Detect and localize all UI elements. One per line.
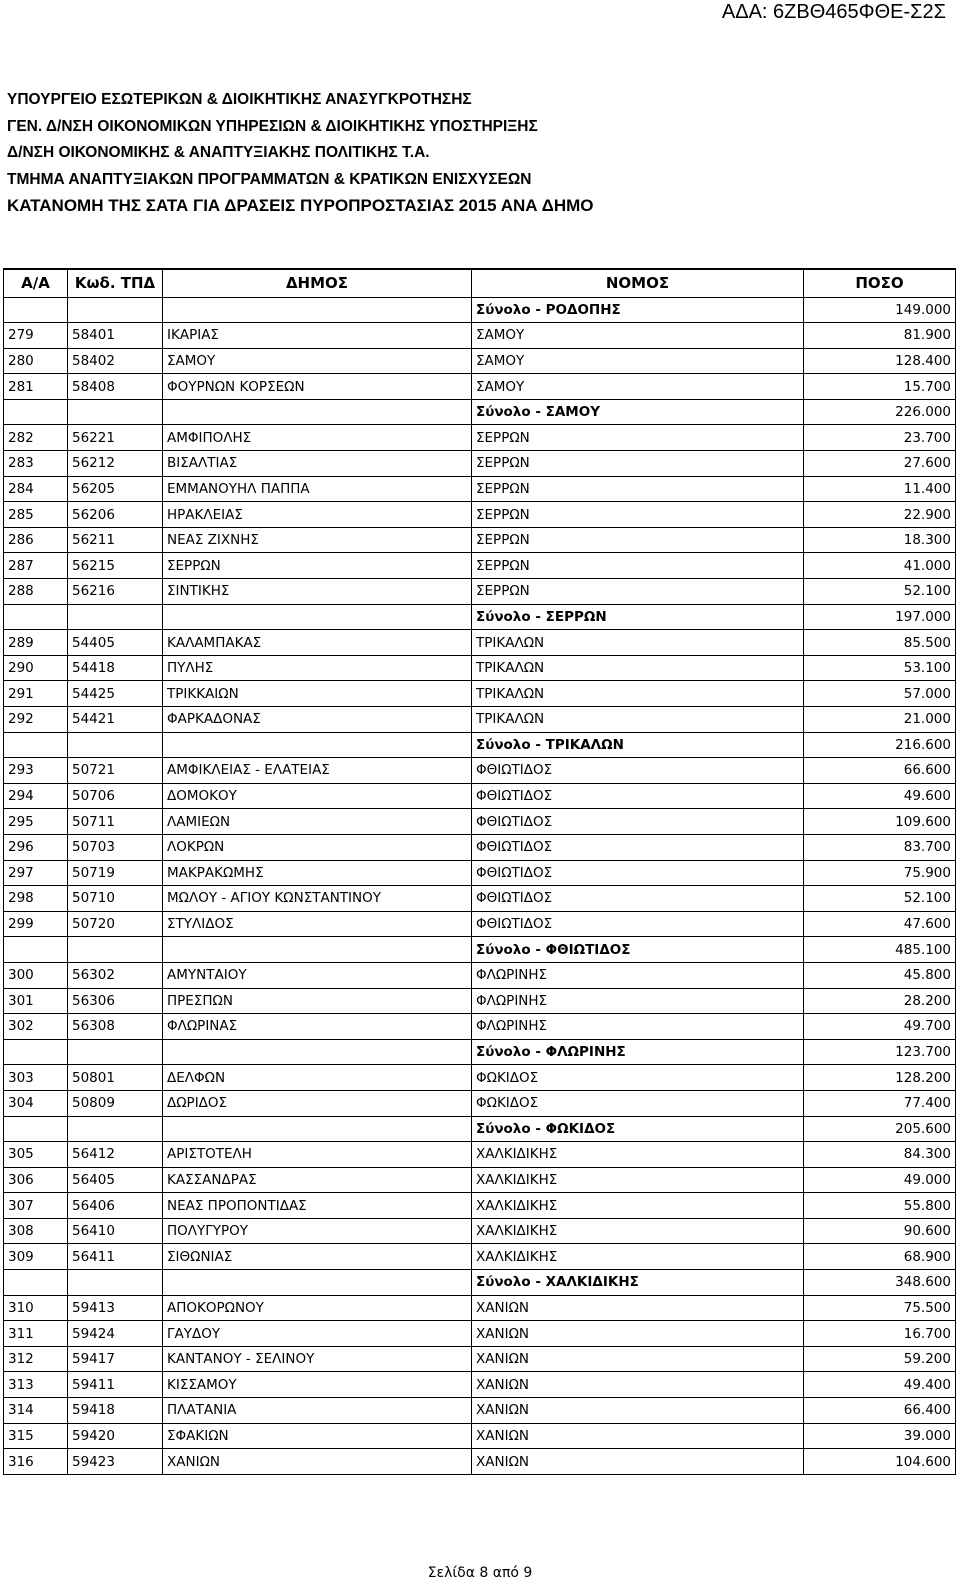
cell-prefecture: ΦΩΚΙΔΟΣ (472, 1065, 804, 1091)
table-row (4, 886, 956, 912)
cell-prefecture: ΣΕΡΡΩΝ (472, 476, 804, 502)
table-row (4, 451, 956, 477)
cell-municipality: ΗΡΑΚΛΕΙΑΣ (163, 502, 472, 528)
cell-amount: 485.100 (804, 937, 956, 963)
cell-amount: 47.600 (804, 911, 956, 937)
cell-prefecture: ΣΕΡΡΩΝ (472, 527, 804, 553)
cell-code: 50809 (68, 1090, 163, 1116)
cell-aa: 314 (4, 1398, 68, 1424)
cell-municipality: ΝΕΑΣ ΠΡΟΠΟΝΤΙΔΑΣ (163, 1193, 472, 1219)
cell-aa: 287 (4, 553, 68, 579)
cell-code: 59420 (68, 1423, 163, 1449)
cell-code: 56412 (68, 1142, 163, 1168)
cell-code: 50711 (68, 809, 163, 835)
table-row (4, 425, 956, 451)
cell-aa: 291 (4, 681, 68, 707)
cell-prefecture: ΦΘΙΩΤΙΔΟΣ (472, 758, 804, 784)
cell-municipality: ΠΥΛΗΣ (163, 655, 472, 681)
table-row (4, 911, 956, 937)
cell-amount: 39.000 (804, 1423, 956, 1449)
cell-code (68, 1039, 163, 1065)
cell-municipality: ΔΟΜΟΚΟΥ (163, 783, 472, 809)
cell-code: 58401 (68, 323, 163, 349)
cell-code: 56410 (68, 1218, 163, 1244)
cell-amount: 149.000 (804, 297, 956, 323)
cell-amount: 52.100 (804, 579, 956, 605)
cell-aa: 286 (4, 527, 68, 553)
cell-aa: 306 (4, 1167, 68, 1193)
cell-municipality (163, 604, 472, 630)
cell-amount: 109.600 (804, 809, 956, 835)
cell-municipality: ΓΑΥΔΟΥ (163, 1321, 472, 1347)
column-header-prefecture: ΝΟΜΟΣ (472, 269, 804, 297)
cell-municipality: ΛΟΚΡΩΝ (163, 834, 472, 860)
cell-code: 56211 (68, 527, 163, 553)
cell-amount: 66.400 (804, 1398, 956, 1424)
cell-aa: 302 (4, 1014, 68, 1040)
cell-municipality: ΑΠΟΚΟΡΩΝΟΥ (163, 1295, 472, 1321)
cell-aa: 305 (4, 1142, 68, 1168)
cell-prefecture: ΦΩΚΙΔΟΣ (472, 1090, 804, 1116)
cell-prefecture: ΣΑΜΟΥ (472, 374, 804, 400)
cell-aa: 282 (4, 425, 68, 451)
table-row (4, 988, 956, 1014)
table-row (4, 1167, 956, 1193)
cell-amount: 81.900 (804, 323, 956, 349)
subtotal-row (4, 732, 956, 758)
cell-aa (4, 399, 68, 425)
cell-code: 59417 (68, 1346, 163, 1372)
subtotal-label: Σύνολο - ΧΑΛΚΙΔΙΚΗΣ (472, 1270, 804, 1296)
cell-municipality: ΣΙΘΩΝΙΑΣ (163, 1244, 472, 1270)
table-row (4, 630, 956, 656)
table-row (4, 1090, 956, 1116)
table-row (4, 502, 956, 528)
cell-code: 56215 (68, 553, 163, 579)
cell-prefecture: ΧΑΝΙΩΝ (472, 1372, 804, 1398)
cell-prefecture: ΧΑΝΙΩΝ (472, 1423, 804, 1449)
cell-amount: 348.600 (804, 1270, 956, 1296)
table-row (4, 579, 956, 605)
cell-municipality: ΦΑΡΚΑΔΟΝΑΣ (163, 707, 472, 733)
cell-code: 50703 (68, 834, 163, 860)
header-general-directorate: ΓΕΝ. Δ/ΝΣΗ ΟΙΚΟΝΟΜΙΚΩΝ ΥΠΗΡΕΣΙΩΝ & ΔΙΟΙΚΗΤΙΚΗΣ ΥΠΟΣΤΗΡΙΞΗΣ (7, 117, 538, 135)
table-row (4, 707, 956, 733)
cell-aa: 292 (4, 707, 68, 733)
cell-amount: 66.600 (804, 758, 956, 784)
cell-amount: 18.300 (804, 527, 956, 553)
cell-aa: 289 (4, 630, 68, 656)
cell-amount: 128.400 (804, 348, 956, 374)
cell-amount: 83.700 (804, 834, 956, 860)
cell-code (68, 1270, 163, 1296)
cell-amount: 85.500 (804, 630, 956, 656)
subtotal-row (4, 1270, 956, 1296)
table-row (4, 1142, 956, 1168)
table-row (4, 758, 956, 784)
header-directorate: Δ/ΝΣΗ ΟΙΚΟΝΟΜΙΚΗΣ & ΑΝΑΠΤΥΞΙΑΚΗΣ ΠΟΛΙΤΙΚΗΣ Τ.Α. (7, 144, 430, 161)
cell-amount: 77.400 (804, 1090, 956, 1116)
cell-municipality: ΑΜΦΙΠΟΛΗΣ (163, 425, 472, 451)
subtotal-label: Σύνολο - ΦΘΙΩΤΙΔΟΣ (472, 937, 804, 963)
cell-amount: 104.600 (804, 1449, 956, 1475)
cell-amount: 205.600 (804, 1116, 956, 1142)
cell-prefecture: ΧΑΛΚΙΔΙΚΗΣ (472, 1193, 804, 1219)
cell-code (68, 297, 163, 323)
cell-amount: 22.900 (804, 502, 956, 528)
cell-amount: 21.000 (804, 707, 956, 733)
cell-aa (4, 604, 68, 630)
cell-code: 59413 (68, 1295, 163, 1321)
cell-municipality: ΜΩΛΟΥ - ΑΓΙΟΥ ΚΩΝΣΤΑΝΤΙΝΟΥ (163, 886, 472, 912)
cell-code: 50801 (68, 1065, 163, 1091)
cell-prefecture: ΦΛΩΡΙΝΗΣ (472, 962, 804, 988)
cell-aa: 309 (4, 1244, 68, 1270)
subtotal-row (4, 399, 956, 425)
cell-municipality (163, 297, 472, 323)
cell-amount: 23.700 (804, 425, 956, 451)
cell-municipality: ΝΕΑΣ ΖΙΧΝΗΣ (163, 527, 472, 553)
cell-code: 50721 (68, 758, 163, 784)
cell-aa: 316 (4, 1449, 68, 1475)
table-row (4, 1423, 956, 1449)
cell-prefecture: ΦΛΩΡΙΝΗΣ (472, 988, 804, 1014)
subtotal-label: Σύνολο - ΣΕΡΡΩΝ (472, 604, 804, 630)
cell-code: 59423 (68, 1449, 163, 1475)
cell-aa: 307 (4, 1193, 68, 1219)
cell-code: 50706 (68, 783, 163, 809)
cell-aa: 312 (4, 1346, 68, 1372)
header-department: ΤΜΗΜΑ ΑΝΑΠΤΥΞΙΑΚΩΝ ΠΡΟΓΡΑΜΜΑΤΩΝ & ΚΡΑΤΙΚΩΝ ΕΝΙΣΧΥΣΕΩΝ (7, 170, 532, 188)
cell-aa: 285 (4, 502, 68, 528)
cell-aa: 294 (4, 783, 68, 809)
cell-code: 56406 (68, 1193, 163, 1219)
cell-code (68, 604, 163, 630)
cell-prefecture: ΤΡΙΚΑΛΩΝ (472, 707, 804, 733)
cell-prefecture: ΣΑΜΟΥ (472, 323, 804, 349)
table-row (4, 476, 956, 502)
cell-amount: 128.200 (804, 1065, 956, 1091)
allocation-table (3, 268, 956, 1475)
table-row (4, 1065, 956, 1091)
table-row (4, 553, 956, 579)
cell-amount: 57.000 (804, 681, 956, 707)
cell-code: 50719 (68, 860, 163, 886)
table-row (4, 1244, 956, 1270)
cell-amount: 216.600 (804, 732, 956, 758)
table-row (4, 323, 956, 349)
cell-municipality: ΑΜΦΙΚΛΕΙΑΣ - ΕΛΑΤΕΙΑΣ (163, 758, 472, 784)
cell-aa (4, 1039, 68, 1065)
cell-code: 56302 (68, 962, 163, 988)
cell-prefecture: ΣΕΡΡΩΝ (472, 502, 804, 528)
cell-aa (4, 937, 68, 963)
cell-municipality: ΔΩΡΙΔΟΣ (163, 1090, 472, 1116)
subtotal-label: Σύνολο - ΤΡΙΚΑΛΩΝ (472, 732, 804, 758)
cell-municipality: ΣΑΜΟΥ (163, 348, 472, 374)
cell-prefecture: ΧΑΛΚΙΔΙΚΗΣ (472, 1142, 804, 1168)
cell-code (68, 937, 163, 963)
cell-amount: 49.600 (804, 783, 956, 809)
cell-prefecture: ΤΡΙΚΑΛΩΝ (472, 681, 804, 707)
document-title: ΚΑΤΑΝΟΜΗ ΤΗΣ ΣΑΤΑ ΓΙΑ ΔΡΑΣΕΙΣ ΠΥΡΟΠΡΟΣΤΑΣΙΑΣ 2015 ΑΝΑ ΔΗΜΟ (7, 196, 594, 215)
cell-municipality (163, 937, 472, 963)
cell-municipality: ΚΑΝΤΑΝΟΥ - ΣΕΛΙΝΟΥ (163, 1346, 472, 1372)
cell-municipality: ΑΡΙΣΤΟΤΕΛΗ (163, 1142, 472, 1168)
cell-amount: 90.600 (804, 1218, 956, 1244)
table-row (4, 1372, 956, 1398)
cell-aa: 279 (4, 323, 68, 349)
cell-aa: 284 (4, 476, 68, 502)
table-row (4, 783, 956, 809)
cell-municipality: ΣΦΑΚΙΩΝ (163, 1423, 472, 1449)
cell-prefecture: ΦΘΙΩΤΙΔΟΣ (472, 809, 804, 835)
cell-prefecture: ΦΛΩΡΙΝΗΣ (472, 1014, 804, 1040)
cell-aa: 304 (4, 1090, 68, 1116)
cell-prefecture: ΦΘΙΩΤΙΔΟΣ (472, 860, 804, 886)
table-row (4, 1321, 956, 1347)
cell-municipality: ΠΛΑΤΑΝΙΑ (163, 1398, 472, 1424)
cell-prefecture: ΧΑΝΙΩΝ (472, 1449, 804, 1475)
cell-prefecture: ΦΘΙΩΤΙΔΟΣ (472, 911, 804, 937)
cell-prefecture: ΣΕΡΡΩΝ (472, 579, 804, 605)
cell-amount: 59.200 (804, 1346, 956, 1372)
cell-aa (4, 1270, 68, 1296)
cell-code: 59424 (68, 1321, 163, 1347)
cell-municipality: ΣΤΥΛΙΔΟΣ (163, 911, 472, 937)
cell-municipality (163, 732, 472, 758)
table-row (4, 1218, 956, 1244)
table-row (4, 348, 956, 374)
cell-municipality: ΚΑΣΣΑΝΔΡΑΣ (163, 1167, 472, 1193)
cell-aa: 308 (4, 1218, 68, 1244)
cell-municipality: ΜΑΚΡΑΚΩΜΗΣ (163, 860, 472, 886)
cell-prefecture: ΣΕΡΡΩΝ (472, 553, 804, 579)
cell-amount: 41.000 (804, 553, 956, 579)
cell-aa (4, 297, 68, 323)
cell-prefecture: ΧΑΝΙΩΝ (472, 1295, 804, 1321)
cell-aa: 296 (4, 834, 68, 860)
cell-aa: 310 (4, 1295, 68, 1321)
cell-prefecture: ΤΡΙΚΑΛΩΝ (472, 630, 804, 656)
cell-amount: 49.700 (804, 1014, 956, 1040)
cell-municipality: ΚΑΛΑΜΠΑΚΑΣ (163, 630, 472, 656)
page-number: Σελίδα 8 από 9 (427, 1565, 533, 1581)
cell-municipality: ΕΜΜΑΝΟΥΗΛ ΠΑΠΠΑ (163, 476, 472, 502)
cell-amount: 226.000 (804, 399, 956, 425)
subtotal-row (4, 937, 956, 963)
cell-aa: 301 (4, 988, 68, 1014)
cell-code: 54418 (68, 655, 163, 681)
table-row (4, 655, 956, 681)
table-row (4, 374, 956, 400)
cell-code (68, 732, 163, 758)
cell-aa (4, 732, 68, 758)
cell-code: 58408 (68, 374, 163, 400)
cell-aa: 311 (4, 1321, 68, 1347)
cell-prefecture: ΧΑΝΙΩΝ (472, 1346, 804, 1372)
cell-prefecture: ΦΘΙΩΤΙΔΟΣ (472, 783, 804, 809)
cell-municipality (163, 1039, 472, 1065)
cell-code: 56221 (68, 425, 163, 451)
cell-amount: 84.300 (804, 1142, 956, 1168)
cell-amount: 49.000 (804, 1167, 956, 1193)
cell-aa: 299 (4, 911, 68, 937)
cell-aa: 288 (4, 579, 68, 605)
table-header-row (4, 269, 956, 297)
cell-amount: 49.400 (804, 1372, 956, 1398)
header-ministry: ΥΠΟΥΡΓΕΙΟ ΕΣΩΤΕΡΙΚΩΝ & ΔΙΟΙΚΗΤΙΚΗΣ ΑΝΑΣΥΓΚΡΟΤΗΣΗΣ (7, 91, 472, 108)
cell-prefecture: ΧΑΝΙΩΝ (472, 1321, 804, 1347)
cell-amount: 15.700 (804, 374, 956, 400)
cell-municipality: ΦΟΥΡΝΩΝ ΚΟΡΣΕΩΝ (163, 374, 472, 400)
cell-amount: 68.900 (804, 1244, 956, 1270)
subtotal-label: Σύνολο - ΣΑΜΟΥ (472, 399, 804, 425)
subtotal-label: Σύνολο - ΦΩΚΙΔΟΣ (472, 1116, 804, 1142)
cell-prefecture: ΦΘΙΩΤΙΔΟΣ (472, 834, 804, 860)
column-header-code: Κωδ. ΤΠΔ (68, 269, 163, 297)
subtotal-label: Σύνολο - ΦΛΩΡΙΝΗΣ (472, 1039, 804, 1065)
cell-aa: 303 (4, 1065, 68, 1091)
cell-amount: 52.100 (804, 886, 956, 912)
cell-code: 50710 (68, 886, 163, 912)
cell-aa: 281 (4, 374, 68, 400)
cell-code: 56306 (68, 988, 163, 1014)
cell-prefecture: ΧΑΛΚΙΔΙΚΗΣ (472, 1244, 804, 1270)
cell-amount: 75.900 (804, 860, 956, 886)
cell-amount: 55.800 (804, 1193, 956, 1219)
cell-prefecture: ΣΕΡΡΩΝ (472, 425, 804, 451)
cell-municipality: ΑΜΥΝΤΑΙΟΥ (163, 962, 472, 988)
cell-aa: 283 (4, 451, 68, 477)
cell-municipality: ΣΙΝΤΙΚΗΣ (163, 579, 472, 605)
cell-aa: 313 (4, 1372, 68, 1398)
ada-code: ΑΔΑ: 6ΖΒΘ465ΦΘΕ-Σ2Σ (721, 1, 946, 23)
cell-amount: 123.700 (804, 1039, 956, 1065)
cell-amount: 75.500 (804, 1295, 956, 1321)
cell-code: 54425 (68, 681, 163, 707)
table-row (4, 527, 956, 553)
column-header-municipality: ΔΗΜΟΣ (163, 269, 472, 297)
subtotal-row (4, 297, 956, 323)
cell-aa: 293 (4, 758, 68, 784)
table-row (4, 834, 956, 860)
cell-municipality (163, 1270, 472, 1296)
cell-code: 50720 (68, 911, 163, 937)
cell-aa: 300 (4, 962, 68, 988)
column-header-amount: ΠΟΣΟ (804, 269, 956, 297)
cell-municipality: ΙΚΑΡΙΑΣ (163, 323, 472, 349)
cell-municipality: ΠΟΛΥΓΥΡΟΥ (163, 1218, 472, 1244)
cell-aa: 290 (4, 655, 68, 681)
table-row (4, 1295, 956, 1321)
cell-code: 56205 (68, 476, 163, 502)
cell-municipality: ΧΑΝΙΩΝ (163, 1449, 472, 1475)
cell-municipality: ΣΕΡΡΩΝ (163, 553, 472, 579)
cell-amount: 28.200 (804, 988, 956, 1014)
document-header (7, 87, 594, 220)
subtotal-row (4, 1039, 956, 1065)
cell-prefecture: ΧΑΛΚΙΔΙΚΗΣ (472, 1218, 804, 1244)
cell-code: 54421 (68, 707, 163, 733)
table-body (4, 297, 956, 1474)
cell-aa (4, 1116, 68, 1142)
cell-municipality: ΤΡΙΚΚΑΙΩΝ (163, 681, 472, 707)
subtotal-row (4, 1116, 956, 1142)
table-row (4, 1449, 956, 1475)
table-row (4, 860, 956, 886)
cell-prefecture: ΧΑΛΚΙΔΙΚΗΣ (472, 1167, 804, 1193)
cell-municipality: ΔΕΛΦΩΝ (163, 1065, 472, 1091)
cell-amount: 45.800 (804, 962, 956, 988)
cell-prefecture: ΣΑΜΟΥ (472, 348, 804, 374)
cell-amount: 53.100 (804, 655, 956, 681)
cell-prefecture: ΤΡΙΚΑΛΩΝ (472, 655, 804, 681)
column-header-aa: Α/Α (4, 269, 68, 297)
cell-code: 56411 (68, 1244, 163, 1270)
cell-municipality (163, 399, 472, 425)
subtotal-row (4, 604, 956, 630)
cell-aa: 298 (4, 886, 68, 912)
cell-code: 56405 (68, 1167, 163, 1193)
table-row (4, 681, 956, 707)
cell-code: 59411 (68, 1372, 163, 1398)
cell-code: 56308 (68, 1014, 163, 1040)
table-row (4, 1014, 956, 1040)
cell-amount: 16.700 (804, 1321, 956, 1347)
cell-code: 56206 (68, 502, 163, 528)
cell-code (68, 399, 163, 425)
subtotal-label: Σύνολο - ΡΟΔΟΠΗΣ (472, 297, 804, 323)
cell-municipality: ΛΑΜΙΕΩΝ (163, 809, 472, 835)
cell-code (68, 1116, 163, 1142)
cell-prefecture: ΧΑΝΙΩΝ (472, 1398, 804, 1424)
cell-municipality: ΒΙΣΑΛΤΙΑΣ (163, 451, 472, 477)
cell-code: 59418 (68, 1398, 163, 1424)
cell-aa: 297 (4, 860, 68, 886)
cell-code: 56212 (68, 451, 163, 477)
cell-aa: 315 (4, 1423, 68, 1449)
cell-municipality (163, 1116, 472, 1142)
cell-code: 56216 (68, 579, 163, 605)
cell-municipality: ΚΙΣΣΑΜΟΥ (163, 1372, 472, 1398)
cell-code: 58402 (68, 348, 163, 374)
table-row (4, 1346, 956, 1372)
table-row (4, 1398, 956, 1424)
cell-prefecture: ΣΕΡΡΩΝ (472, 451, 804, 477)
table-row (4, 1193, 956, 1219)
cell-amount: 27.600 (804, 451, 956, 477)
cell-municipality: ΦΛΩΡΙΝΑΣ (163, 1014, 472, 1040)
cell-code: 54405 (68, 630, 163, 656)
cell-amount: 197.000 (804, 604, 956, 630)
cell-aa: 295 (4, 809, 68, 835)
table-row (4, 809, 956, 835)
table-row (4, 962, 956, 988)
cell-prefecture: ΦΘΙΩΤΙΔΟΣ (472, 886, 804, 912)
cell-aa: 280 (4, 348, 68, 374)
cell-municipality: ΠΡΕΣΠΩΝ (163, 988, 472, 1014)
cell-amount: 11.400 (804, 476, 956, 502)
